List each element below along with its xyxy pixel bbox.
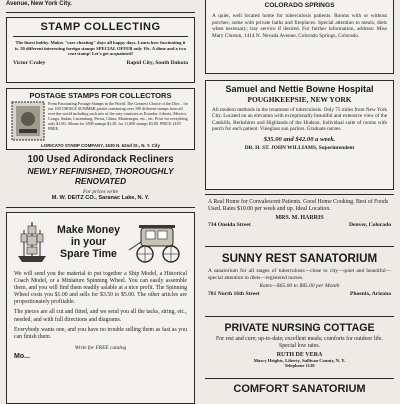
ad-phone: Telephone 1120 bbox=[284, 363, 315, 368]
divider bbox=[6, 207, 195, 208]
paragraph: We will send you the material to put together a Ship Model, a Historical Coach Model, or a Miniature Spinning Wheel. You can easily assemble them, and you will find them readily salable at a nice profit. The Spinning Wheel costs you $1.00 and sells for $3.50 to $5.00. The other articles are proportionately profitable. bbox=[14, 271, 187, 306]
recliners-ad bbox=[6, 154, 195, 204]
ad-title: 100 Used Adirondack Recliners bbox=[27, 154, 174, 165]
ad-address-line bbox=[208, 222, 391, 228]
ship-model-icon bbox=[14, 218, 50, 266]
ad-title bbox=[56, 224, 121, 260]
ad-signature bbox=[13, 60, 188, 66]
ad-prices-note: For prices write bbox=[82, 189, 119, 195]
ad-signature: DR. H. ST. JOHN WILLIAMS, Superintendent bbox=[244, 144, 355, 151]
ad-body: A sanatorium for all stages of tuberculosis—close to city—quiet and beautiful—special attention to diets—registered nurses. bbox=[208, 268, 391, 281]
ad-address: 734 Oneida Street bbox=[208, 222, 251, 228]
divider bbox=[205, 246, 394, 247]
ad-title: Samuel and Nettie Bowne Hospital bbox=[225, 84, 374, 94]
stamp-collecting-ad bbox=[6, 17, 195, 83]
ad-subtitle: POUGHKEEPSIE, NEW YORK bbox=[247, 95, 352, 104]
top-address: Avenue, New York City. bbox=[6, 1, 72, 7]
ad-title: COMFORT SANATORIUM bbox=[233, 383, 366, 395]
ad-rates: $35.00 and $42.00 a week. bbox=[263, 135, 336, 143]
colorado-springs-ad bbox=[205, 0, 394, 74]
comfort-sanatorium-ad bbox=[205, 381, 394, 400]
ad-body: All modern methods in the treatment of tuberculosis. Only 75 miles from New York City. Located on an elevation with exceptionally beautiful and extensive view of the Catskills, Berkshires and Highlands of the Hudson. Individual suite of rooms with porch for each patient. Vineglass sun parlors. Graduate nurses. bbox=[212, 107, 387, 133]
right-column bbox=[205, 0, 394, 400]
ad-body: A quiet, well located home for tuberculosis patients. Rooms with or without porches; some with private baths and fireplaces. Special attention to meals; diets when necessary; tray service if desired. For further information, address: Miss Mary Cluston, 1414 N. Nevada Avenue, Colorado Springs, Colorado. bbox=[212, 13, 387, 39]
paragraph: Everybody wants one, and you have no trouble selling them as fast as you can finish them. bbox=[14, 326, 187, 340]
ad-title: POSTAGE STAMPS FOR COLLECTORS bbox=[29, 91, 172, 100]
title-line: in your bbox=[70, 236, 107, 248]
make-money-ad bbox=[6, 212, 195, 404]
ad-address-line bbox=[208, 291, 391, 297]
ad-body: The finest hobby. Makes "rare cheating" days all happy days. Learn how fascinating it is. 50 different interesting foreign stamps SPECIAL OFFER only 10c. A dime and a two cent stamp! Let's get acquainted! bbox=[14, 40, 187, 57]
ad-address: M. W. DEITZ CO., Saranac Lake, N. Y. bbox=[51, 195, 150, 202]
ad-title: PRIVATE NURSING COTTAGE bbox=[224, 322, 375, 334]
ad-name: RUTH DE VERA bbox=[276, 352, 323, 358]
ad-body: For rest and cure; up-to-date; excellent meals; comforts for outdoor life. Special low rates. bbox=[216, 336, 383, 349]
ad-title: COLORADO SPRINGS bbox=[264, 2, 335, 9]
private-nursing-ad bbox=[205, 320, 394, 376]
title-line: Spare Time bbox=[60, 248, 117, 260]
top-address-fragment bbox=[6, 0, 195, 10]
ad-cta: Write for FREE catalog bbox=[74, 344, 127, 351]
postage-stamps-ad bbox=[6, 88, 195, 150]
ad-name: MRS. M. HARRIS bbox=[275, 215, 324, 221]
signer: Victor Craley bbox=[13, 59, 46, 66]
ad-body bbox=[14, 271, 187, 341]
title-line: Make Money bbox=[57, 224, 120, 236]
ad-rates: Rates—$65.00 to $85.00 per Month bbox=[259, 283, 340, 290]
divider bbox=[205, 194, 394, 195]
ad-city: Phoenix, Arizona bbox=[349, 291, 391, 298]
ad-body: A Real Home for Convalescent Patients. Good Home Cooking. Best of Foods Used. Rates $10.00 per week and up. Ideal Location. bbox=[208, 199, 389, 212]
left-column bbox=[6, 0, 195, 400]
paragraph: The pieces are all cut and fitted, and we send you all the tacks, string, etc., needed, and with full directions and diagrams. bbox=[14, 309, 187, 323]
ad-footer: LORICATO STAMP COMPANY, 1530 N. 62nd St., N. Y. City bbox=[41, 143, 160, 148]
ad-city: Denver, Colorado bbox=[348, 222, 391, 228]
ad-subtitle: NEWLY REFINISHED, THOROUGHLY RENOVATED bbox=[27, 166, 174, 186]
ad-body: From Fascinating Postage Stamps in the World. The Greatest Choice of the Dire... for our 100 CHOICE SUMMER packet containing over 100 different stamps from all over the world including such sets of the way countries as Ecuador, Liberia, Mexico, Congo, Sudan, Luxemburg, Persia, China, Montenegro, etc., etc. Price for everything only $1.00. Album for 3500 stamps $1.20, for 11,000 stamps $3.00. PRICE LIST FREE. bbox=[48, 101, 189, 131]
signer-location: Rapid City, South Dakota bbox=[126, 59, 188, 66]
ad-title: STAMP COLLECTING bbox=[13, 21, 188, 37]
ad-cutoff: Mo... bbox=[14, 353, 30, 361]
sunny-rest-ad bbox=[205, 250, 394, 314]
bowne-hospital-ad bbox=[205, 80, 394, 190]
ad-address: 701 North 16th Street bbox=[208, 291, 260, 298]
stamp-illustration-icon bbox=[11, 101, 45, 141]
divider bbox=[6, 12, 195, 13]
ad-address: Marcy Heights, Liberty, Sullivan County, N. Y. bbox=[253, 358, 346, 363]
harris-home-ad bbox=[205, 197, 394, 245]
divider bbox=[205, 378, 394, 379]
divider bbox=[205, 316, 394, 317]
ad-title: SUNNY REST SANATORIUM bbox=[221, 252, 378, 265]
stagecoach-icon bbox=[127, 220, 187, 264]
